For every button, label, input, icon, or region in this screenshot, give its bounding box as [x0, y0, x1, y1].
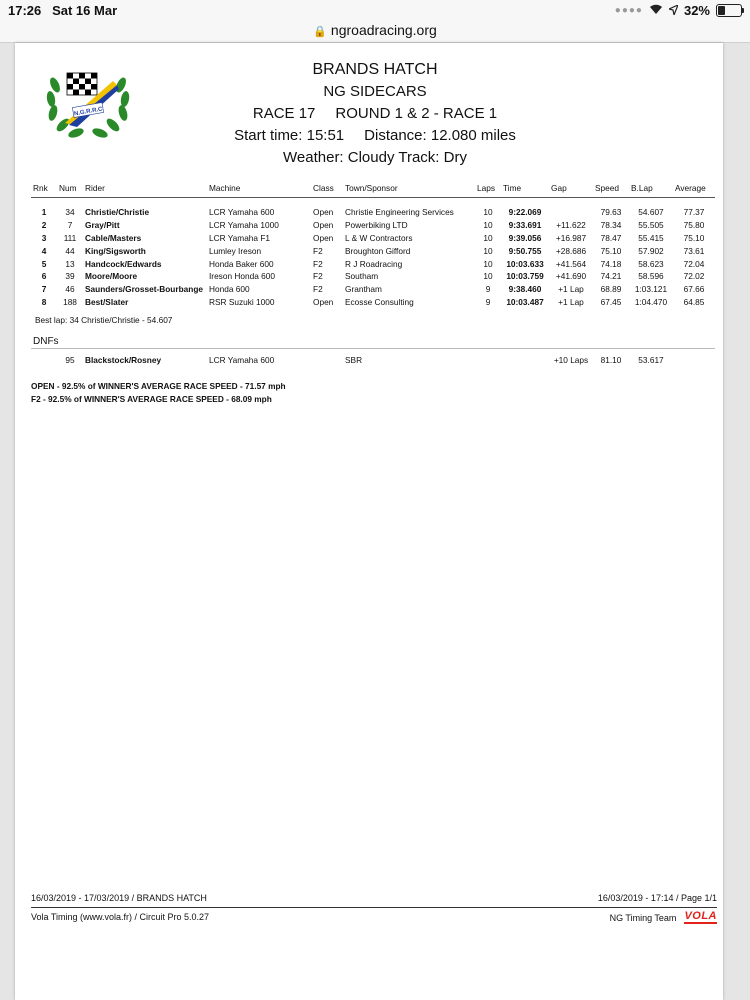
- rider: Saunders/Grosset-Bourbange: [85, 284, 204, 295]
- dnf-divider: [31, 348, 715, 349]
- number: 44: [65, 245, 75, 256]
- status-time-date: [8, 3, 117, 18]
- col-speed: Speed: [593, 183, 629, 198]
- gap: +41.564: [555, 258, 587, 269]
- open-speed-note: OPEN - 92.5% of WINNER'S AVERAGE RACE SPEED - 71.57 mph: [31, 381, 286, 391]
- rank: 3: [41, 232, 47, 243]
- laps: 10: [483, 207, 493, 218]
- town-sponsor: Grantham: [345, 284, 382, 295]
- number: 95: [65, 354, 75, 365]
- speed: 75.10: [600, 245, 622, 256]
- result-row: [31, 257, 715, 270]
- average: 73.61: [683, 245, 705, 256]
- team-credit: [610, 911, 717, 924]
- signal-dots-icon: ●●●●: [614, 5, 643, 16]
- dnf-title: DNFs: [33, 336, 59, 347]
- gap: +10 Laps: [553, 354, 589, 365]
- footer-dates: [31, 893, 717, 908]
- gap: +1 Lap: [558, 296, 584, 307]
- result-row: [31, 244, 715, 257]
- url-text: ngroadracing.org: [330, 22, 437, 38]
- col-time: Time: [501, 183, 549, 198]
- best-lap: 54.607: [638, 207, 664, 218]
- gap: +1 Lap: [558, 284, 584, 295]
- machine: LCR Yamaha 1000: [209, 220, 279, 231]
- battery-icon: [716, 4, 742, 17]
- status-bar: [0, 0, 750, 22]
- start-distance: [165, 125, 585, 147]
- time: 9:38.460: [508, 284, 542, 295]
- gap: +11.622: [556, 220, 586, 231]
- town-sponsor: Broughton Gifford: [345, 245, 411, 256]
- status-date: Sat 16 Mar: [52, 3, 118, 18]
- battery-percent: 32%: [683, 3, 710, 18]
- rank: 6: [41, 271, 47, 282]
- class: Open: [313, 232, 334, 243]
- rider: Blackstock/Rosney: [85, 354, 162, 365]
- speed: 74.18: [600, 258, 622, 269]
- time: 10:03.633: [506, 258, 544, 269]
- rank: 4: [41, 245, 47, 256]
- rider: Gray/Pitt: [85, 220, 120, 231]
- series-title: NG SIDECARS: [323, 83, 427, 100]
- best-lap: 55.505: [638, 220, 664, 231]
- logo-text: N.G.R.R.C: [73, 106, 103, 118]
- number: 34: [65, 207, 75, 218]
- result-row: [31, 206, 715, 219]
- rider: Best/Slater: [85, 296, 129, 307]
- rank: 5: [41, 258, 47, 269]
- gap: [549, 206, 593, 219]
- machine: LCR Yamaha F1: [209, 232, 271, 243]
- average: 72.04: [683, 258, 705, 269]
- gap: +28.686: [555, 245, 587, 256]
- time: 9:50.755: [508, 245, 542, 256]
- rank: 7: [41, 284, 47, 295]
- speed: 68.89: [600, 284, 622, 295]
- dnf-table: [31, 353, 715, 366]
- best-lap-summary: Best lap: 34 Christie/Christie - 54.607: [35, 315, 173, 325]
- machine: Honda Baker 600: [209, 258, 274, 269]
- town-sponsor: Christie Engineering Services: [345, 207, 454, 218]
- status-indicators: [615, 3, 742, 18]
- result-row: [31, 296, 715, 309]
- result-row: [31, 232, 715, 245]
- vola-logo: VOLA: [684, 910, 717, 922]
- location-arrow-icon: [669, 3, 678, 18]
- wifi-icon: [649, 4, 663, 18]
- town-sponsor: SBR: [345, 354, 363, 365]
- race-number: RACE 17: [252, 105, 316, 122]
- time: 9:33.691: [508, 220, 542, 231]
- col-rnk: Rnk: [31, 183, 57, 198]
- col-gap: Gap: [549, 183, 593, 198]
- dnf-row: [31, 353, 715, 366]
- speed: 78.34: [600, 220, 622, 231]
- printed-page: 16/03/2019 - 17:14 / Page 1/1: [597, 893, 717, 903]
- rank: 2: [41, 220, 47, 231]
- laps: 10: [483, 232, 493, 243]
- footer-credits: [31, 912, 717, 922]
- rider: King/Sigsworth: [85, 245, 146, 256]
- speed: 74.21: [600, 271, 622, 282]
- gap: +16.987: [555, 232, 587, 243]
- average: 64.85: [683, 296, 705, 307]
- results-body: [31, 198, 715, 309]
- town-sponsor: L & W Contractors: [345, 232, 413, 243]
- number: 39: [65, 271, 75, 282]
- rider: Moore/Moore: [85, 271, 138, 282]
- rider: Christie/Christie: [85, 207, 150, 218]
- result-row: [31, 219, 715, 232]
- best-lap: 58.596: [638, 271, 664, 282]
- race-header: [165, 59, 585, 169]
- machine: Lumley Ireson: [209, 245, 262, 256]
- town-sponsor: Southam: [345, 271, 379, 282]
- laps: 10: [483, 258, 493, 269]
- class: F2: [313, 245, 323, 256]
- result-row: [31, 283, 715, 296]
- col-laps: Laps: [475, 183, 501, 198]
- number: 188: [63, 296, 77, 307]
- col-machine: Machine: [207, 183, 311, 198]
- col-blap: B.Lap: [629, 183, 673, 198]
- venue-title: BRANDS HATCH: [312, 61, 438, 78]
- col-rider: Rider: [83, 183, 207, 198]
- machine: LCR Yamaha 600: [209, 354, 275, 365]
- col-class: Class: [311, 183, 343, 198]
- class: F2: [313, 258, 323, 269]
- speed: 79.63: [600, 207, 622, 218]
- class: Open: [313, 220, 334, 231]
- laps: 10: [483, 220, 493, 231]
- number: 46: [65, 284, 75, 295]
- gap: +41.690: [555, 271, 587, 282]
- rank: 8: [41, 296, 47, 307]
- average: 75.80: [683, 220, 705, 231]
- col-town: Town/Sponsor: [343, 183, 475, 198]
- time: 10:03.487: [506, 296, 544, 307]
- speed-notes: [31, 380, 286, 406]
- class: Open: [313, 207, 334, 218]
- col-num: Num: [57, 183, 83, 198]
- race-round: [165, 103, 585, 125]
- laps: 9: [485, 296, 491, 307]
- best-lap: 55.415: [638, 232, 664, 243]
- machine: Honda 600: [209, 284, 250, 295]
- machine: LCR Yamaha 600: [209, 207, 275, 218]
- software-credit: Vola Timing (www.vola.fr) / Circuit Pro 5.0.27: [31, 912, 210, 922]
- col-average: Average: [673, 183, 715, 198]
- distance: Distance: 12.080 miles: [364, 127, 516, 144]
- laps: 10: [483, 245, 493, 256]
- results-table: [31, 183, 715, 308]
- town-sponsor: Ecosse Consulting: [345, 296, 414, 307]
- town-sponsor: R J Roadracing: [345, 258, 403, 269]
- average: 72.02: [683, 271, 705, 282]
- results-document: [15, 43, 723, 1000]
- results-header-row: [31, 183, 715, 198]
- best-lap: 58.623: [638, 258, 664, 269]
- speed: 67.45: [600, 296, 622, 307]
- lock-icon: 🔒: [313, 26, 327, 38]
- speed: 81.10: [600, 354, 622, 365]
- machine: RSR Suzuki 1000: [209, 296, 275, 307]
- best-lap: 53.617: [638, 354, 664, 365]
- f2-speed-note: F2 - 92.5% of WINNER'S AVERAGE RACE SPEED - 68.09 mph: [31, 394, 272, 404]
- average: 75.10: [683, 232, 705, 243]
- laps: 10: [483, 271, 493, 282]
- number: 111: [63, 232, 77, 243]
- time: 10:03.759: [506, 271, 544, 282]
- status-time: 17:26: [8, 3, 42, 18]
- address-bar[interactable]: [0, 22, 750, 43]
- average: 67.66: [683, 284, 705, 295]
- best-lap: 1:03.121: [634, 284, 668, 295]
- class: F2: [313, 271, 323, 282]
- event-dates: 16/03/2019 - 17/03/2019 / BRANDS HATCH: [31, 893, 207, 903]
- weather: Weather: Cloudy Track: Dry: [283, 149, 467, 166]
- town-sponsor: Powerbiking LTD: [345, 220, 408, 231]
- average: 77.37: [683, 207, 705, 218]
- time: 9:39.056: [508, 232, 542, 243]
- laps: 9: [485, 284, 491, 295]
- number: 7: [67, 220, 73, 231]
- best-lap: 1:04.470: [634, 296, 668, 307]
- best-lap: 57.902: [638, 245, 664, 256]
- speed: 78.47: [600, 232, 622, 243]
- timing-team: NG Timing Team: [609, 912, 677, 923]
- rider: Handcock/Edwards: [85, 258, 162, 269]
- result-row: [31, 270, 715, 283]
- round-label: ROUND 1 & 2 - RACE 1: [335, 105, 498, 122]
- class: Open: [313, 296, 334, 307]
- rider: Cable/Masters: [85, 232, 142, 243]
- machine: Ireson Honda 600: [209, 271, 275, 282]
- number: 13: [65, 258, 75, 269]
- rank: 1: [41, 207, 47, 218]
- class: F2: [313, 284, 323, 295]
- time: 9:22.069: [508, 207, 542, 218]
- start-time: Start time: 15:51: [234, 127, 345, 144]
- club-logo: [43, 63, 133, 143]
